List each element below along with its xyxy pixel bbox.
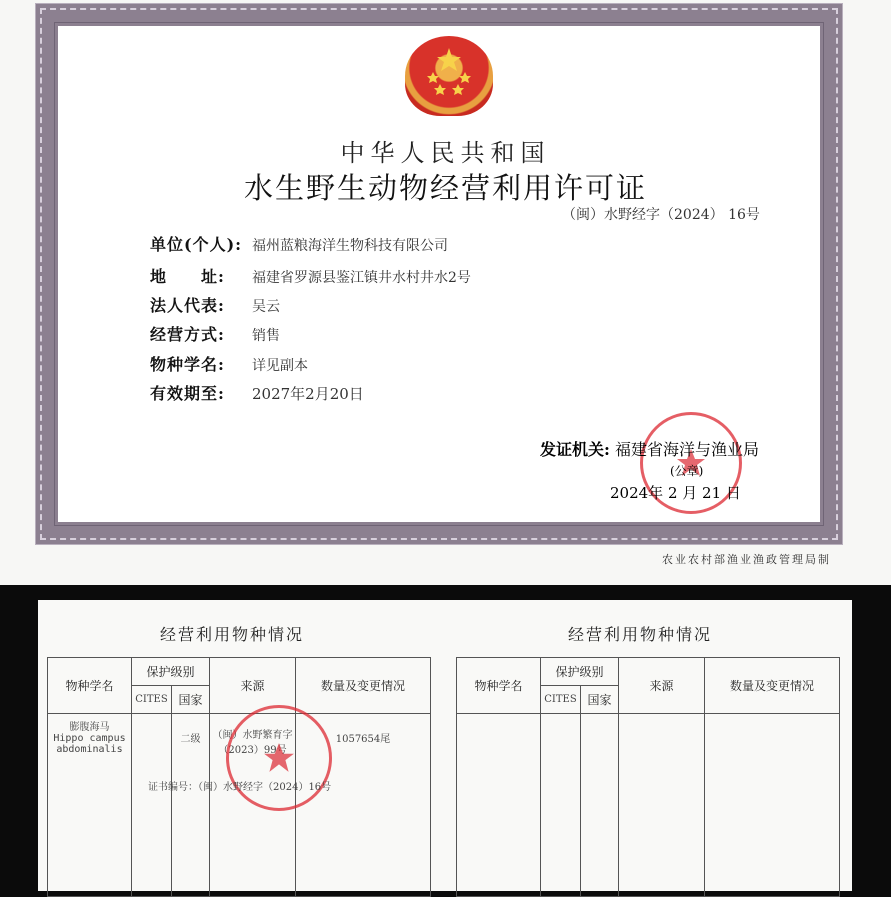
species-table-right bbox=[456, 657, 840, 897]
field-legal-rep bbox=[150, 293, 280, 316]
cert-number-note: 证书编号：（闽）水野经字（2024）16号 bbox=[148, 782, 332, 793]
source-value: （闽）水野繁育字（2023）99号 bbox=[210, 714, 296, 897]
header-source: 来源 bbox=[619, 658, 705, 714]
emblem-stars-icon bbox=[405, 36, 493, 116]
header-species: 物种学名 bbox=[457, 658, 541, 714]
field-label: 有效期至: bbox=[150, 384, 225, 403]
annex-stamp-star-icon bbox=[263, 742, 295, 774]
table-row-empty bbox=[457, 714, 840, 897]
issue-date: 2024年 2 月 21 日 bbox=[610, 484, 741, 502]
seal-note: (公章) bbox=[670, 464, 704, 478]
field-value: 吴云 bbox=[252, 299, 280, 315]
header-source: 来源 bbox=[210, 658, 296, 714]
national-emblem-icon bbox=[405, 36, 493, 116]
field-unit bbox=[150, 232, 448, 255]
certificate-title: 水生野生动物经营利用许可证 bbox=[243, 171, 647, 205]
annex-page bbox=[38, 600, 852, 891]
annex-title-right: 经营利用物种情况 bbox=[568, 625, 713, 644]
field-value: 详见副本 bbox=[252, 358, 308, 374]
field-species bbox=[150, 352, 308, 375]
field-value: 福州蓝粮海洋生物科技有限公司 bbox=[252, 238, 448, 254]
field-label: 经营方式: bbox=[150, 325, 225, 344]
maker-note: 农业农村部渔业渔政管理局制 bbox=[662, 553, 831, 566]
issuer-label: 发证机关: bbox=[540, 440, 610, 459]
header-quantity: 数量及变更情况 bbox=[296, 658, 431, 714]
national-value: 二级 bbox=[172, 714, 210, 897]
species-cn: 膨腹海马 bbox=[69, 722, 110, 733]
field-label: 地 址: bbox=[150, 267, 225, 286]
field-label: 法人代表: bbox=[150, 296, 225, 315]
field-value: 销售 bbox=[252, 328, 280, 344]
field-value: 福建省罗源县鉴江镇井水村井水2号 bbox=[252, 270, 471, 286]
country-title: 中华人民共和国 bbox=[340, 139, 551, 167]
issuer-name: 福建省海洋与渔业局 bbox=[615, 440, 760, 459]
header-national: 国家 bbox=[581, 686, 619, 714]
field-label: 物种学名: bbox=[150, 355, 225, 374]
annex-title-left: 经营利用物种情况 bbox=[160, 625, 305, 644]
header-cites: CITES bbox=[132, 686, 172, 714]
field-address bbox=[150, 264, 471, 287]
cites-value bbox=[132, 714, 172, 897]
quantity-value: 1057654尾 bbox=[296, 714, 431, 897]
species-latin: Hippo campus abdominalis bbox=[53, 733, 126, 755]
annex-stamp bbox=[226, 705, 332, 811]
header-protection: 保护级别 bbox=[132, 658, 210, 686]
header-cites: CITES bbox=[541, 686, 581, 714]
header-quantity: 数量及变更情况 bbox=[705, 658, 840, 714]
issuer bbox=[540, 437, 759, 460]
header-species: 物种学名 bbox=[48, 658, 132, 714]
field-label: 单位(个人): bbox=[150, 235, 243, 254]
certificate-number: （闽）水野经字（2024） 16号 bbox=[562, 207, 760, 223]
header-protection: 保护级别 bbox=[541, 658, 619, 686]
field-valid-until bbox=[150, 381, 364, 404]
header-national: 国家 bbox=[172, 686, 210, 714]
field-business-mode bbox=[150, 322, 280, 345]
field-value: 2027年2月20日 bbox=[252, 385, 364, 403]
